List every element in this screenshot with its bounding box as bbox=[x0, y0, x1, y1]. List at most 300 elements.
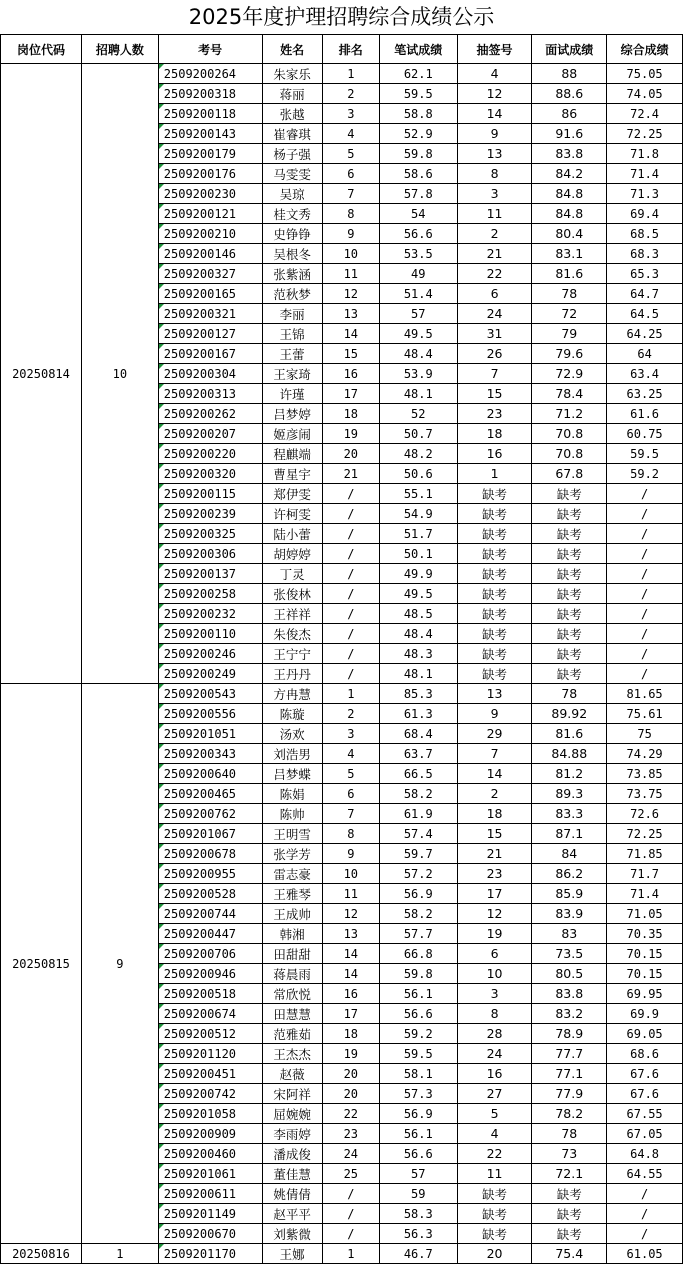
name-cell: 董佳慧 bbox=[262, 1164, 322, 1184]
rank-cell: 7 bbox=[322, 184, 379, 204]
rank-cell: / bbox=[322, 604, 379, 624]
total-score-cell: 65.3 bbox=[607, 264, 683, 284]
written-score-cell: 54 bbox=[379, 204, 457, 224]
name-cell: 田慧慧 bbox=[262, 1004, 322, 1024]
name-cell: 王明雪 bbox=[262, 824, 322, 844]
total-score-cell: 59.5 bbox=[607, 444, 683, 464]
exam-id-cell: 2509201120 bbox=[158, 1044, 262, 1064]
rank-cell: 3 bbox=[322, 104, 379, 124]
name-cell: 宋阿祥 bbox=[262, 1084, 322, 1104]
interview-score-cell: 81.6 bbox=[532, 264, 607, 284]
lot-number-cell: 11 bbox=[457, 1164, 532, 1184]
lot-number-cell: 17 bbox=[457, 884, 532, 904]
lot-number-cell: 19 bbox=[457, 924, 532, 944]
exam-id-cell: 2509200640 bbox=[158, 764, 262, 784]
rank-cell: 4 bbox=[322, 744, 379, 764]
name-cell: 王宁宁 bbox=[262, 644, 322, 664]
lot-number-cell: 缺考 bbox=[457, 564, 532, 584]
rank-cell: 17 bbox=[322, 1004, 379, 1024]
interview-score-cell: 89.3 bbox=[532, 784, 607, 804]
written-score-cell: 48.1 bbox=[379, 384, 457, 404]
interview-score-cell: 88 bbox=[532, 64, 607, 84]
lot-number-cell: 3 bbox=[457, 184, 532, 204]
interview-score-cell: 83.8 bbox=[532, 144, 607, 164]
lot-number-cell: 缺考 bbox=[457, 524, 532, 544]
interview-score-cell: 78 bbox=[532, 684, 607, 704]
interview-score-cell: 88.6 bbox=[532, 84, 607, 104]
total-score-cell: 67.6 bbox=[607, 1064, 683, 1084]
lot-number-cell: 缺考 bbox=[457, 504, 532, 524]
total-score-cell: / bbox=[607, 644, 683, 664]
exam-id-cell: 2509200909 bbox=[158, 1124, 262, 1144]
interview-score-cell: 73.5 bbox=[532, 944, 607, 964]
total-score-cell: 60.75 bbox=[607, 424, 683, 444]
rank-cell: 25 bbox=[322, 1164, 379, 1184]
written-score-cell: 85.3 bbox=[379, 684, 457, 704]
total-score-cell: 61.05 bbox=[607, 1244, 683, 1264]
written-score-cell: 58.3 bbox=[379, 1204, 457, 1224]
written-score-cell: 51.7 bbox=[379, 524, 457, 544]
name-cell: 桂文秀 bbox=[262, 204, 322, 224]
written-score-cell: 56.1 bbox=[379, 984, 457, 1004]
total-score-cell: / bbox=[607, 584, 683, 604]
written-score-cell: 49.5 bbox=[379, 584, 457, 604]
name-cell: 史铮铮 bbox=[262, 224, 322, 244]
name-cell: 程麒端 bbox=[262, 444, 322, 464]
interview-score-cell: 83.9 bbox=[532, 904, 607, 924]
interview-score-cell: 77.7 bbox=[532, 1044, 607, 1064]
name-cell: 范秋梦 bbox=[262, 284, 322, 304]
interview-score-cell: 缺考 bbox=[532, 564, 607, 584]
position-code-cell: 20250816 bbox=[1, 1244, 82, 1264]
exam-id-cell: 2509200762 bbox=[158, 804, 262, 824]
lot-number-cell: 9 bbox=[457, 704, 532, 724]
interview-score-cell: 77.9 bbox=[532, 1084, 607, 1104]
exam-id-cell: 2509201061 bbox=[158, 1164, 262, 1184]
written-score-cell: 59.8 bbox=[379, 144, 457, 164]
total-score-cell: / bbox=[607, 564, 683, 584]
interview-score-cell: 81.6 bbox=[532, 724, 607, 744]
total-score-cell: 69.95 bbox=[607, 984, 683, 1004]
interview-score-cell: 77.1 bbox=[532, 1064, 607, 1084]
exam-id-cell: 2509200465 bbox=[158, 784, 262, 804]
interview-score-cell: 80.4 bbox=[532, 224, 607, 244]
name-cell: 赵平平 bbox=[262, 1204, 322, 1224]
interview-score-cell: 80.5 bbox=[532, 964, 607, 984]
rank-cell: 9 bbox=[322, 224, 379, 244]
interview-score-cell: 79 bbox=[532, 324, 607, 344]
written-score-cell: 57 bbox=[379, 1164, 457, 1184]
name-cell: 田甜甜 bbox=[262, 944, 322, 964]
name-cell: 蒋晨雨 bbox=[262, 964, 322, 984]
written-score-cell: 49.9 bbox=[379, 564, 457, 584]
rank-cell: 16 bbox=[322, 364, 379, 384]
interview-score-cell: 84.88 bbox=[532, 744, 607, 764]
interview-score-cell: 83.3 bbox=[532, 804, 607, 824]
name-cell: 王杰杰 bbox=[262, 1044, 322, 1064]
written-score-cell: 56.9 bbox=[379, 1104, 457, 1124]
interview-score-cell: 89.92 bbox=[532, 704, 607, 724]
name-cell: 张俊林 bbox=[262, 584, 322, 604]
written-score-cell: 48.3 bbox=[379, 644, 457, 664]
total-score-cell: 75.61 bbox=[607, 704, 683, 724]
total-score-cell: 64.8 bbox=[607, 1144, 683, 1164]
col-header-position-code: 岗位代码 bbox=[1, 35, 82, 64]
total-score-cell: 67.05 bbox=[607, 1124, 683, 1144]
exam-id-cell: 2509201149 bbox=[158, 1204, 262, 1224]
exam-id-cell: 2509200556 bbox=[158, 704, 262, 724]
lot-number-cell: 2 bbox=[457, 784, 532, 804]
header-row bbox=[1, 35, 683, 64]
exam-id-cell: 2509200246 bbox=[158, 644, 262, 664]
total-score-cell: 71.85 bbox=[607, 844, 683, 864]
interview-score-cell: 91.6 bbox=[532, 124, 607, 144]
lot-number-cell: 29 bbox=[457, 724, 532, 744]
name-cell: 陈娟 bbox=[262, 784, 322, 804]
exam-id-cell: 2509201051 bbox=[158, 724, 262, 744]
rank-cell: 23 bbox=[322, 1124, 379, 1144]
rank-cell: 5 bbox=[322, 764, 379, 784]
total-score-cell: 67.55 bbox=[607, 1104, 683, 1124]
exam-id-cell: 2509201067 bbox=[158, 824, 262, 844]
lot-number-cell: 14 bbox=[457, 104, 532, 124]
lot-number-cell: 16 bbox=[457, 1064, 532, 1084]
exam-id-cell: 2509200165 bbox=[158, 284, 262, 304]
name-cell: 许瑾 bbox=[262, 384, 322, 404]
interview-score-cell: 缺考 bbox=[532, 624, 607, 644]
rank-cell: 20 bbox=[322, 1084, 379, 1104]
written-score-cell: 66.8 bbox=[379, 944, 457, 964]
table-row bbox=[1, 684, 683, 704]
rank-cell: 17 bbox=[322, 384, 379, 404]
name-cell: 许柯雯 bbox=[262, 504, 322, 524]
lot-number-cell: 缺考 bbox=[457, 604, 532, 624]
lot-number-cell: 28 bbox=[457, 1024, 532, 1044]
written-score-cell: 48.1 bbox=[379, 664, 457, 684]
lot-number-cell: 4 bbox=[457, 64, 532, 84]
col-header-hires: 招聘人数 bbox=[81, 35, 158, 64]
lot-number-cell: 27 bbox=[457, 1084, 532, 1104]
lot-number-cell: 7 bbox=[457, 364, 532, 384]
interview-score-cell: 缺考 bbox=[532, 524, 607, 544]
interview-score-cell: 72.1 bbox=[532, 1164, 607, 1184]
table-row bbox=[1, 64, 683, 84]
total-score-cell: / bbox=[607, 1184, 683, 1204]
rank-cell: 1 bbox=[322, 684, 379, 704]
name-cell: 郑伊雯 bbox=[262, 484, 322, 504]
lot-number-cell: 24 bbox=[457, 1044, 532, 1064]
exam-id-cell: 2509200706 bbox=[158, 944, 262, 964]
exam-id-cell: 2509200744 bbox=[158, 904, 262, 924]
total-score-cell: 70.15 bbox=[607, 944, 683, 964]
lot-number-cell: 24 bbox=[457, 304, 532, 324]
rank-cell: / bbox=[322, 564, 379, 584]
exam-id-cell: 2509200320 bbox=[158, 464, 262, 484]
name-cell: 屈婉婉 bbox=[262, 1104, 322, 1124]
written-score-cell: 68.4 bbox=[379, 724, 457, 744]
total-score-cell: 74.29 bbox=[607, 744, 683, 764]
lot-number-cell: 缺考 bbox=[457, 1184, 532, 1204]
lot-number-cell: 26 bbox=[457, 344, 532, 364]
name-cell: 吴根冬 bbox=[262, 244, 322, 264]
col-header-rank: 排名 bbox=[322, 35, 379, 64]
interview-score-cell: 67.8 bbox=[532, 464, 607, 484]
written-score-cell: 62.1 bbox=[379, 64, 457, 84]
rank-cell: 14 bbox=[322, 324, 379, 344]
total-score-cell: 71.4 bbox=[607, 164, 683, 184]
name-cell: 丁灵 bbox=[262, 564, 322, 584]
rank-cell: 8 bbox=[322, 204, 379, 224]
rank-cell: / bbox=[322, 584, 379, 604]
lot-number-cell: 缺考 bbox=[457, 1224, 532, 1244]
rank-cell: 13 bbox=[322, 924, 379, 944]
rank-cell: / bbox=[322, 1184, 379, 1204]
exam-id-cell: 2509200674 bbox=[158, 1004, 262, 1024]
written-score-cell: 46.7 bbox=[379, 1244, 457, 1264]
interview-score-cell: 84.8 bbox=[532, 184, 607, 204]
rank-cell: / bbox=[322, 484, 379, 504]
name-cell: 陈璇 bbox=[262, 704, 322, 724]
rank-cell: 24 bbox=[322, 1144, 379, 1164]
name-cell: 吕梦婷 bbox=[262, 404, 322, 424]
rank-cell: 4 bbox=[322, 124, 379, 144]
lot-number-cell: 22 bbox=[457, 264, 532, 284]
name-cell: 张越 bbox=[262, 104, 322, 124]
exam-id-cell: 2509200239 bbox=[158, 504, 262, 524]
rank-cell: 6 bbox=[322, 784, 379, 804]
exam-id-cell: 2509200343 bbox=[158, 744, 262, 764]
rank-cell: 14 bbox=[322, 964, 379, 984]
table-row bbox=[1, 1244, 683, 1264]
interview-score-cell: 78.2 bbox=[532, 1104, 607, 1124]
col-header-lot-number: 抽签号 bbox=[457, 35, 532, 64]
lot-number-cell: 8 bbox=[457, 164, 532, 184]
rank-cell: / bbox=[322, 544, 379, 564]
col-header-interview-score: 面试成绩 bbox=[532, 35, 607, 64]
lot-number-cell: 6 bbox=[457, 284, 532, 304]
rank-cell: 2 bbox=[322, 704, 379, 724]
interview-score-cell: 86.2 bbox=[532, 864, 607, 884]
name-cell: 范雅茹 bbox=[262, 1024, 322, 1044]
total-score-cell: 70.15 bbox=[607, 964, 683, 984]
written-score-cell: 56.9 bbox=[379, 884, 457, 904]
lot-number-cell: 13 bbox=[457, 684, 532, 704]
written-score-cell: 59.2 bbox=[379, 1024, 457, 1044]
lot-number-cell: 15 bbox=[457, 384, 532, 404]
exam-id-cell: 2509200742 bbox=[158, 1084, 262, 1104]
rank-cell: 3 bbox=[322, 724, 379, 744]
total-score-cell: / bbox=[607, 1204, 683, 1224]
position-code-cell: 20250815 bbox=[1, 684, 82, 1244]
total-score-cell: / bbox=[607, 484, 683, 504]
lot-number-cell: 22 bbox=[457, 1144, 532, 1164]
hires-cell: 9 bbox=[81, 684, 158, 1244]
lot-number-cell: 缺考 bbox=[457, 1204, 532, 1224]
total-score-cell: 72.25 bbox=[607, 124, 683, 144]
interview-score-cell: 缺考 bbox=[532, 1184, 607, 1204]
written-score-cell: 59.7 bbox=[379, 844, 457, 864]
interview-score-cell: 缺考 bbox=[532, 504, 607, 524]
rank-cell: 18 bbox=[322, 404, 379, 424]
total-score-cell: 69.9 bbox=[607, 1004, 683, 1024]
written-score-cell: 57.2 bbox=[379, 864, 457, 884]
total-score-cell: 71.3 bbox=[607, 184, 683, 204]
rank-cell: / bbox=[322, 504, 379, 524]
rank-cell: 22 bbox=[322, 1104, 379, 1124]
exam-id-cell: 2509201058 bbox=[158, 1104, 262, 1124]
name-cell: 陆小蕾 bbox=[262, 524, 322, 544]
written-score-cell: 63.7 bbox=[379, 744, 457, 764]
interview-score-cell: 78.4 bbox=[532, 384, 607, 404]
total-score-cell: 73.75 bbox=[607, 784, 683, 804]
total-score-cell: 68.5 bbox=[607, 224, 683, 244]
total-score-cell: 75 bbox=[607, 724, 683, 744]
total-score-cell: / bbox=[607, 524, 683, 544]
total-score-cell: 73.85 bbox=[607, 764, 683, 784]
interview-score-cell: 缺考 bbox=[532, 644, 607, 664]
name-cell: 雷志豪 bbox=[262, 864, 322, 884]
total-score-cell: / bbox=[607, 1224, 683, 1244]
total-score-cell: 71.8 bbox=[607, 144, 683, 164]
total-score-cell: 59.2 bbox=[607, 464, 683, 484]
rank-cell: 6 bbox=[322, 164, 379, 184]
lot-number-cell: 21 bbox=[457, 244, 532, 264]
name-cell: 潘成俊 bbox=[262, 1144, 322, 1164]
interview-score-cell: 72.9 bbox=[532, 364, 607, 384]
exam-id-cell: 2509200306 bbox=[158, 544, 262, 564]
exam-id-cell: 2509200304 bbox=[158, 364, 262, 384]
written-score-cell: 55.1 bbox=[379, 484, 457, 504]
lot-number-cell: 12 bbox=[457, 84, 532, 104]
lot-number-cell: 16 bbox=[457, 444, 532, 464]
total-score-cell: 64.25 bbox=[607, 324, 683, 344]
lot-number-cell: 8 bbox=[457, 1004, 532, 1024]
written-score-cell: 56.6 bbox=[379, 1004, 457, 1024]
total-score-cell: 72.6 bbox=[607, 804, 683, 824]
interview-score-cell: 81.2 bbox=[532, 764, 607, 784]
name-cell: 汤欢 bbox=[262, 724, 322, 744]
lot-number-cell: 23 bbox=[457, 864, 532, 884]
total-score-cell: 67.6 bbox=[607, 1084, 683, 1104]
rank-cell: / bbox=[322, 664, 379, 684]
lot-number-cell: 20 bbox=[457, 1244, 532, 1264]
total-score-cell: 69.4 bbox=[607, 204, 683, 224]
rank-cell: 2 bbox=[322, 84, 379, 104]
interview-score-cell: 缺考 bbox=[532, 584, 607, 604]
interview-score-cell: 84.2 bbox=[532, 164, 607, 184]
rank-cell: 19 bbox=[322, 424, 379, 444]
exam-id-cell: 2509200264 bbox=[158, 64, 262, 84]
lot-number-cell: 2 bbox=[457, 224, 532, 244]
name-cell: 常欣悦 bbox=[262, 984, 322, 1004]
total-score-cell: 69.05 bbox=[607, 1024, 683, 1044]
rank-cell: 12 bbox=[322, 284, 379, 304]
written-score-cell: 58.2 bbox=[379, 904, 457, 924]
exam-id-cell: 2509201170 bbox=[158, 1244, 262, 1264]
name-cell: 姚倩倩 bbox=[262, 1184, 322, 1204]
interview-score-cell: 83.2 bbox=[532, 1004, 607, 1024]
exam-id-cell: 2509200670 bbox=[158, 1224, 262, 1244]
total-score-cell: 64 bbox=[607, 344, 683, 364]
rank-cell: 1 bbox=[322, 64, 379, 84]
exam-id-cell: 2509200176 bbox=[158, 164, 262, 184]
written-score-cell: 48.4 bbox=[379, 624, 457, 644]
lot-number-cell: 15 bbox=[457, 824, 532, 844]
exam-id-cell: 2509200327 bbox=[158, 264, 262, 284]
exam-id-cell: 2509200611 bbox=[158, 1184, 262, 1204]
interview-score-cell: 87.1 bbox=[532, 824, 607, 844]
written-score-cell: 48.5 bbox=[379, 604, 457, 624]
lot-number-cell: 缺考 bbox=[457, 584, 532, 604]
written-score-cell: 56.1 bbox=[379, 1124, 457, 1144]
written-score-cell: 59 bbox=[379, 1184, 457, 1204]
lot-number-cell: 缺考 bbox=[457, 664, 532, 684]
written-score-cell: 50.6 bbox=[379, 464, 457, 484]
rank-cell: 9 bbox=[322, 844, 379, 864]
lot-number-cell: 11 bbox=[457, 204, 532, 224]
rank-cell: 14 bbox=[322, 944, 379, 964]
total-score-cell: 64.55 bbox=[607, 1164, 683, 1184]
written-score-cell: 52.9 bbox=[379, 124, 457, 144]
lot-number-cell: 4 bbox=[457, 1124, 532, 1144]
interview-score-cell: 缺考 bbox=[532, 484, 607, 504]
rank-cell: / bbox=[322, 644, 379, 664]
written-score-cell: 57.3 bbox=[379, 1084, 457, 1104]
interview-score-cell: 缺考 bbox=[532, 1204, 607, 1224]
exam-id-cell: 2509200127 bbox=[158, 324, 262, 344]
total-score-cell: 72.25 bbox=[607, 824, 683, 844]
total-score-cell: 64.5 bbox=[607, 304, 683, 324]
rank-cell: 11 bbox=[322, 884, 379, 904]
written-score-cell: 58.8 bbox=[379, 104, 457, 124]
name-cell: 张紫涵 bbox=[262, 264, 322, 284]
written-score-cell: 57 bbox=[379, 304, 457, 324]
name-cell: 姬彦闹 bbox=[262, 424, 322, 444]
written-score-cell: 56.6 bbox=[379, 1144, 457, 1164]
written-score-cell: 56.6 bbox=[379, 224, 457, 244]
name-cell: 杨子强 bbox=[262, 144, 322, 164]
written-score-cell: 66.5 bbox=[379, 764, 457, 784]
name-cell: 马雯雯 bbox=[262, 164, 322, 184]
col-header-written-score: 笔试成绩 bbox=[379, 35, 457, 64]
lot-number-cell: 5 bbox=[457, 1104, 532, 1124]
lot-number-cell: 7 bbox=[457, 744, 532, 764]
exam-id-cell: 2509200220 bbox=[158, 444, 262, 464]
total-score-cell: 75.05 bbox=[607, 64, 683, 84]
name-cell: 胡婷婷 bbox=[262, 544, 322, 564]
exam-id-cell: 2509200678 bbox=[158, 844, 262, 864]
rank-cell: 10 bbox=[322, 244, 379, 264]
exam-id-cell: 2509200210 bbox=[158, 224, 262, 244]
exam-id-cell: 2509200447 bbox=[158, 924, 262, 944]
total-score-cell: / bbox=[607, 664, 683, 684]
interview-score-cell: 缺考 bbox=[532, 544, 607, 564]
lot-number-cell: 缺考 bbox=[457, 544, 532, 564]
interview-score-cell: 78.9 bbox=[532, 1024, 607, 1044]
lot-number-cell: 1 bbox=[457, 464, 532, 484]
name-cell: 李雨婷 bbox=[262, 1124, 322, 1144]
interview-score-cell: 70.8 bbox=[532, 444, 607, 464]
exam-id-cell: 2509200232 bbox=[158, 604, 262, 624]
lot-number-cell: 9 bbox=[457, 124, 532, 144]
lot-number-cell: 缺考 bbox=[457, 484, 532, 504]
exam-id-cell: 2509200318 bbox=[158, 84, 262, 104]
exam-id-cell: 2509200518 bbox=[158, 984, 262, 1004]
total-score-cell: 68.3 bbox=[607, 244, 683, 264]
rank-cell: 15 bbox=[322, 344, 379, 364]
interview-score-cell: 86 bbox=[532, 104, 607, 124]
rank-cell: 16 bbox=[322, 984, 379, 1004]
